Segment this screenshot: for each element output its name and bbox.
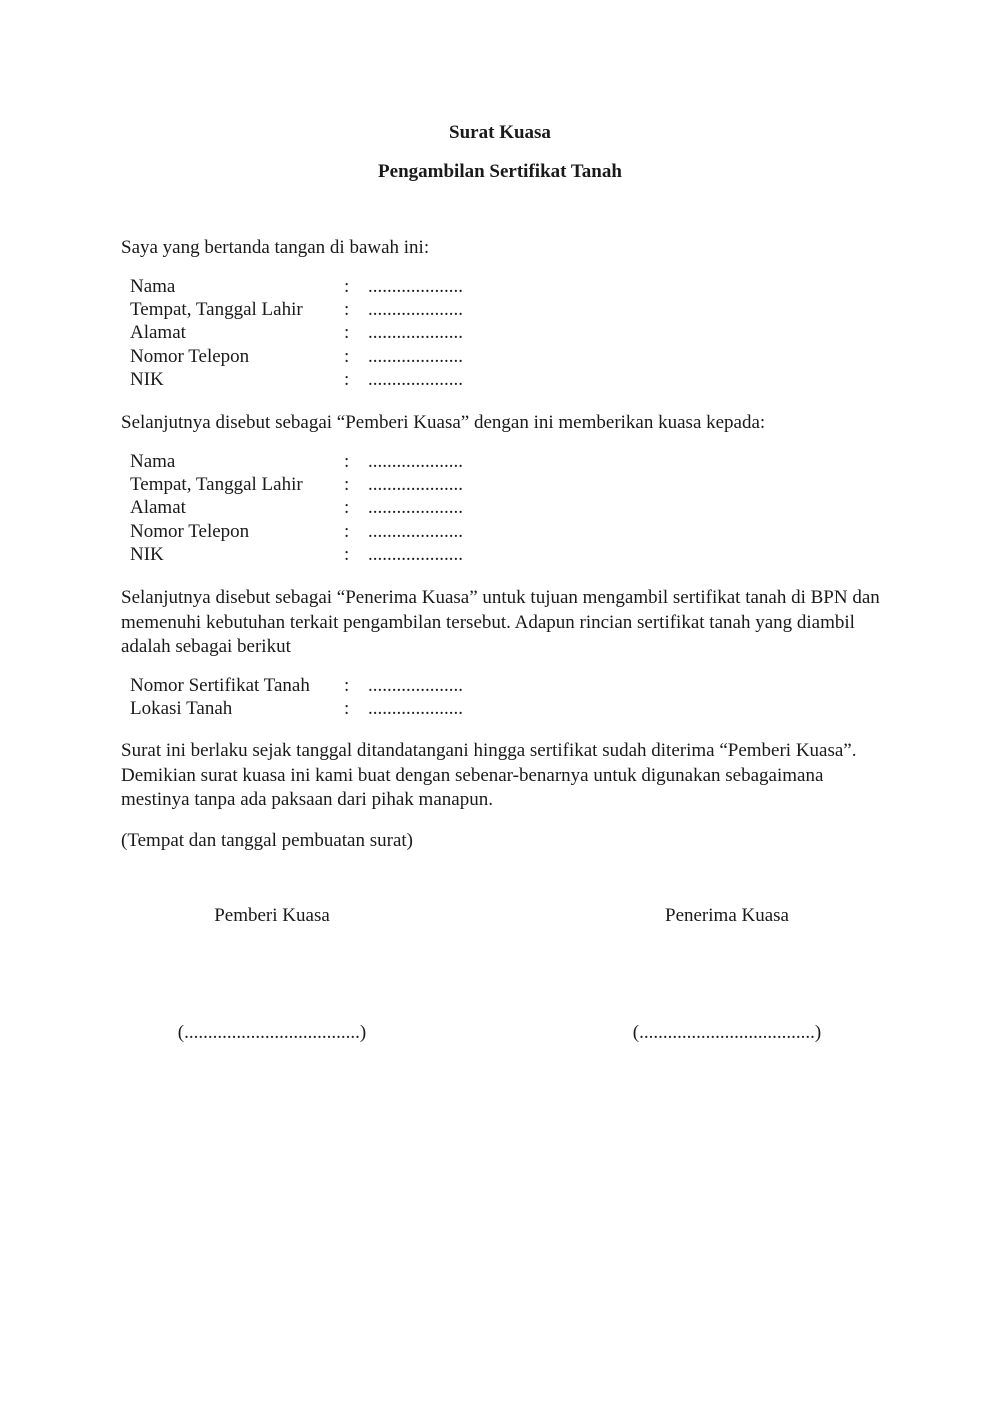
field-colon: : — [344, 474, 350, 496]
signature-right-line: (.....................................) — [632, 1022, 822, 1043]
field-value: .................... — [368, 322, 463, 344]
receiver-statement: Selanjutnya disebut sebagai “Penerima Kuasa” untuk tujuan mengambil sertifikat tanah di BPN dan memenuhi kebutuhan terkait pengambilan tersebut. Adapun rincian sertifikat tanah yang diambil adalah sebagai berikut — [121, 587, 880, 657]
signature-right-label: Penerima Kuasa — [665, 905, 789, 926]
giver-field-row — [130, 368, 580, 391]
field-value: .................... — [368, 474, 463, 496]
place-date: (Tempat dan tanggal pembuatan surat) — [121, 830, 414, 851]
field-value: .................... — [368, 675, 463, 696]
receiver-field-row — [130, 496, 580, 519]
receiver-field-row — [130, 473, 580, 496]
giver-fields — [130, 275, 580, 391]
field-label: NIK — [130, 368, 164, 390]
field-colon: : — [344, 698, 350, 720]
giver-field-row — [130, 298, 580, 321]
certificate-field-row — [130, 674, 580, 697]
field-colon: : — [344, 276, 350, 297]
field-label: Alamat — [130, 322, 186, 344]
field-colon: : — [344, 299, 350, 321]
giver-statement: Selanjutnya disebut sebagai “Pemberi Kuasa” dengan ini memberikan kuasa kepada: — [121, 412, 766, 433]
field-value: .................... — [368, 276, 463, 297]
certificate-field-row — [130, 697, 580, 720]
field-value: .................... — [368, 368, 463, 390]
signature-left-line: (.....................................) — [177, 1022, 367, 1043]
field-value: .................... — [368, 520, 463, 542]
field-value: .................... — [368, 698, 463, 720]
field-colon: : — [344, 368, 350, 390]
field-label: Nomor Telepon — [130, 520, 250, 542]
field-colon: : — [344, 345, 350, 367]
field-colon: : — [344, 543, 350, 565]
field-colon: : — [344, 520, 350, 542]
document-subtitle: Pengambilan Sertifikat Tanah — [378, 161, 622, 182]
field-label: Nomor Sertifikat Tanah — [130, 675, 310, 696]
document-title: Surat Kuasa — [449, 122, 551, 143]
giver-field-row — [130, 275, 580, 298]
field-value: .................... — [368, 543, 463, 565]
field-colon: : — [344, 675, 350, 696]
validity-statement: Surat ini berlaku sejak tanggal ditandatangani hingga sertifikat sudah diterima “Pemberi Kuasa”. Demikian surat kuasa ini kami buat dengan sebenar-benarnya untuk digunakan sebagaimana mestinya tanpa ada paksaan dari pihak manapun. — [121, 740, 857, 810]
giver-field-row — [130, 345, 580, 368]
certificate-fields — [130, 674, 580, 720]
field-label: Lokasi Tanah — [130, 698, 233, 720]
field-value: .................... — [368, 497, 463, 519]
receiver-field-row — [130, 543, 580, 566]
field-value: .................... — [368, 299, 463, 321]
field-label: Alamat — [130, 497, 186, 519]
field-label: Nomor Telepon — [130, 345, 250, 367]
intro-text: Saya yang bertanda tangan di bawah ini: — [121, 237, 430, 258]
giver-field-row — [130, 321, 580, 344]
receiver-field-row — [130, 450, 580, 473]
field-label: Tempat, Tanggal Lahir — [130, 299, 303, 321]
field-label: NIK — [130, 543, 164, 565]
field-colon: : — [344, 322, 350, 344]
receiver-field-row — [130, 520, 580, 543]
field-value: .................... — [368, 451, 463, 472]
field-colon: : — [344, 497, 350, 519]
signature-left-label: Pemberi Kuasa — [214, 905, 330, 926]
field-colon: : — [344, 451, 350, 472]
field-label: Tempat, Tanggal Lahir — [130, 474, 303, 496]
field-label: Nama — [130, 276, 176, 297]
field-label: Nama — [130, 451, 176, 472]
receiver-fields — [130, 450, 580, 566]
field-value: .................... — [368, 345, 463, 367]
